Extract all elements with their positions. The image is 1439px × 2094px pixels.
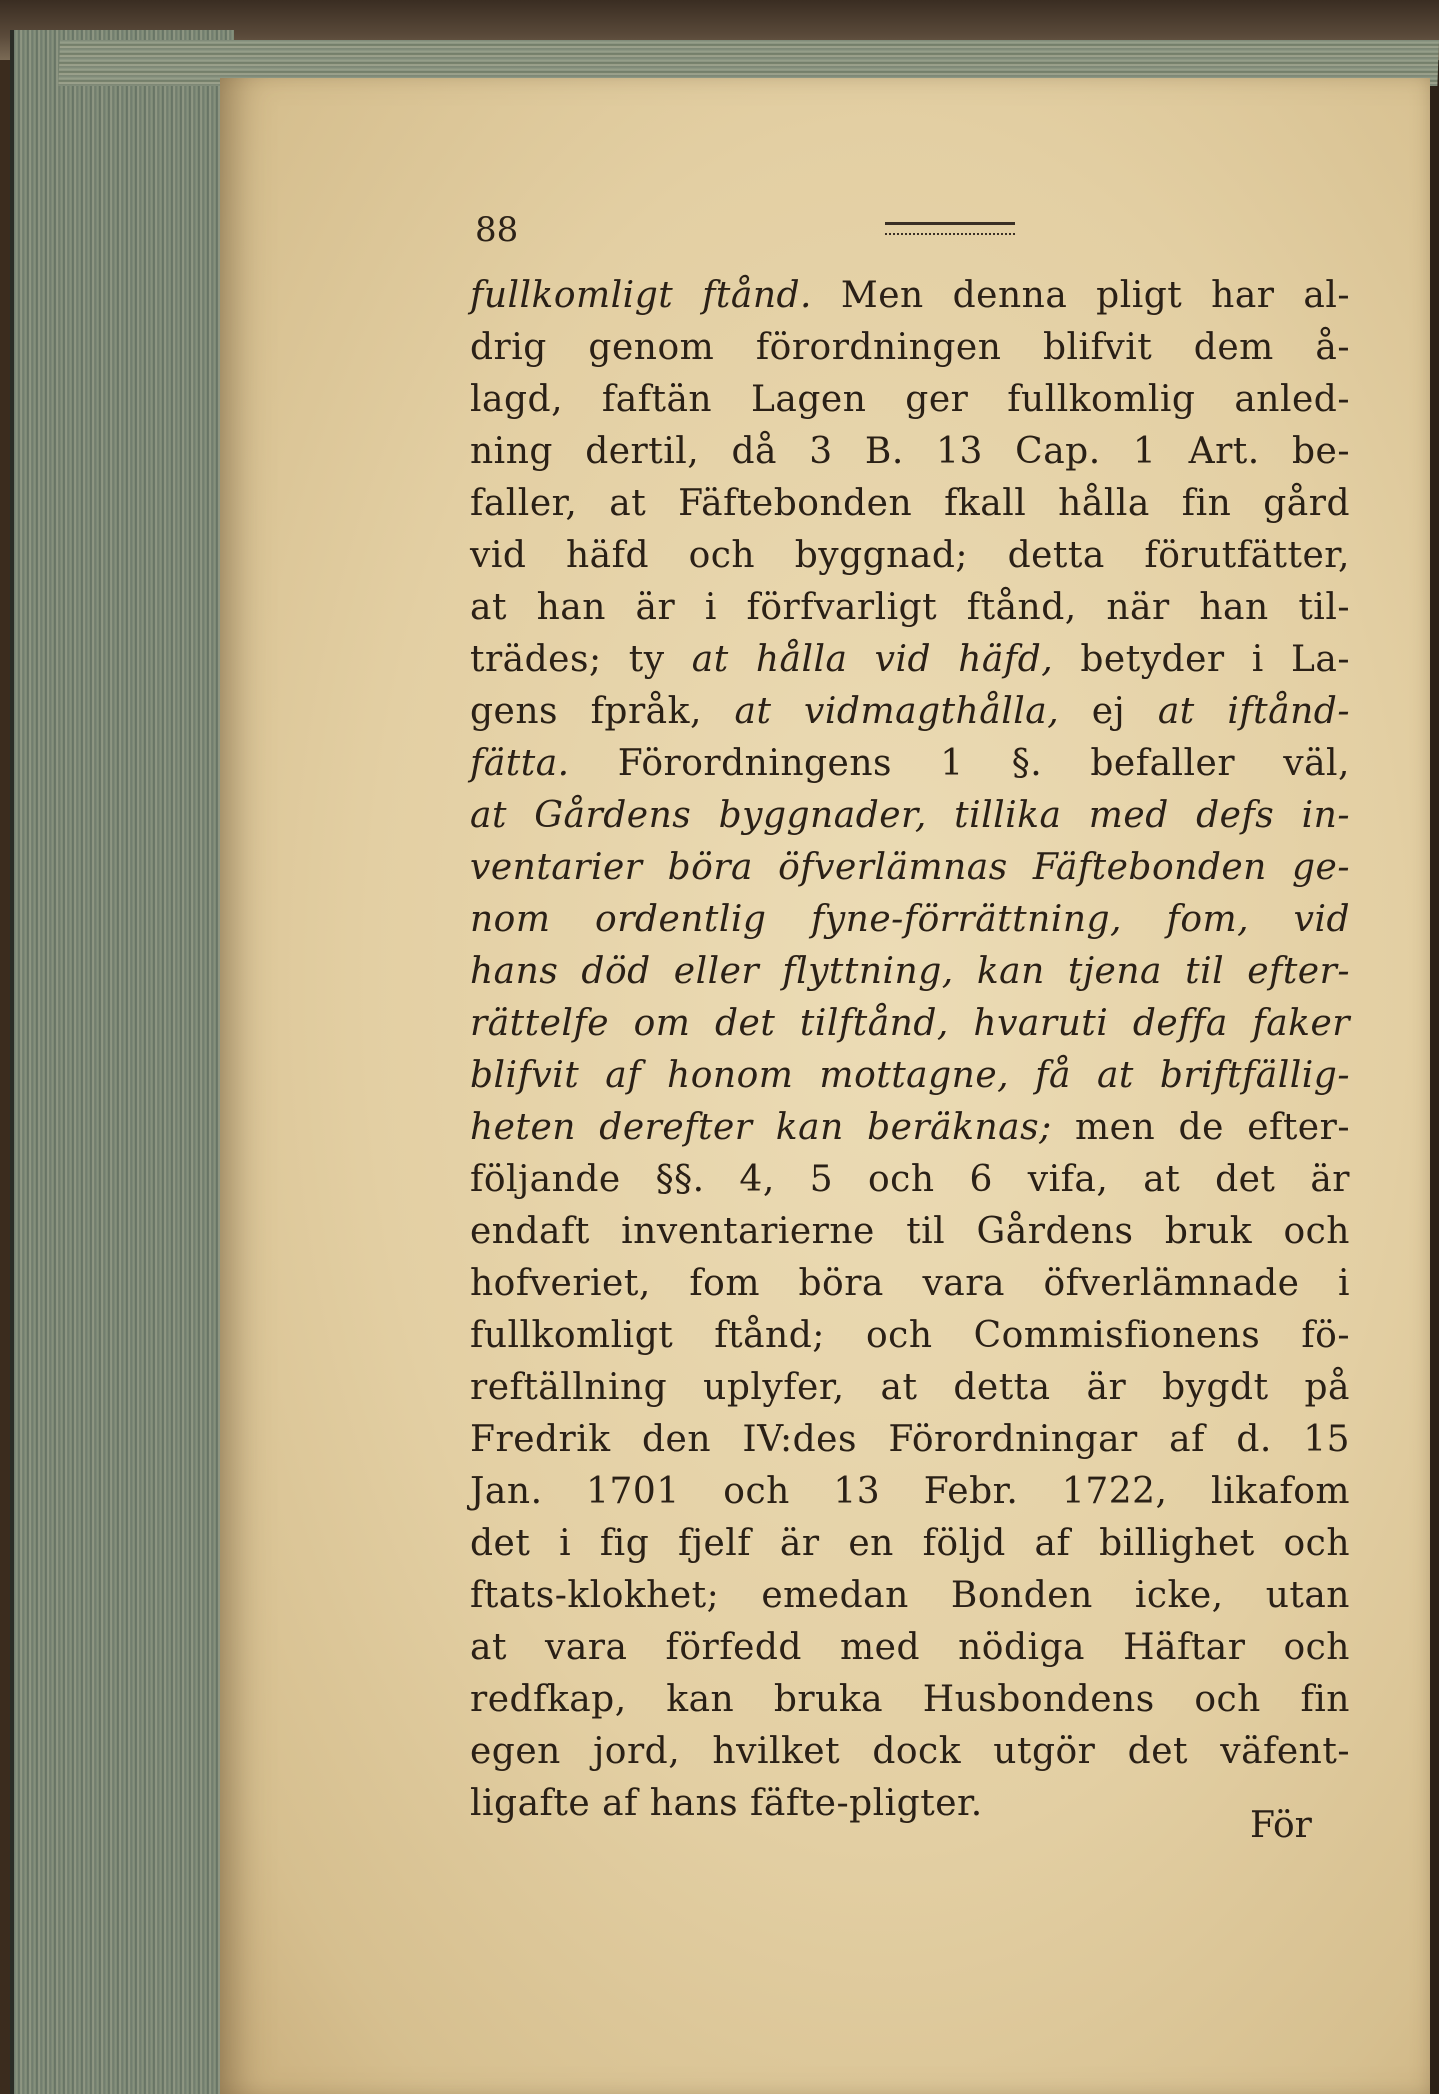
text-line [470, 998, 1350, 1050]
italic-text-run: heten derefter kan beräknas; [470, 1107, 1052, 1148]
text-line [470, 1258, 1350, 1310]
text-line [470, 1154, 1350, 1206]
text-run: det i fig fjelf är en följd af billighet och [470, 1523, 1350, 1564]
text-line [470, 322, 1350, 374]
text-line [470, 1466, 1350, 1518]
text-line [470, 686, 1350, 738]
italic-text-run: at iftånd- [1157, 691, 1351, 732]
italic-text-run: rättelfe om det tilftånd, hvaruti deffa faker [470, 1003, 1350, 1044]
text-line [470, 1570, 1350, 1622]
text-run: redfkap, kan bruka Husbondens och fin [470, 1679, 1350, 1720]
text-line [470, 426, 1350, 478]
text-run: faller, at Fäftebonden fkall hålla fin gård [470, 483, 1350, 524]
italic-text-run: at hålla vid häfd, [691, 639, 1054, 680]
text-line [470, 842, 1350, 894]
text-run: Men denna pligt har al- [812, 275, 1350, 316]
text-run: trädes; ty [470, 639, 692, 680]
text-run: at vara förfedd med nödiga Häftar och [470, 1627, 1350, 1668]
text-run: ftats-klokhet; emedan Bonden icke, utan [470, 1575, 1350, 1616]
text-line [470, 530, 1350, 582]
text-line [470, 1050, 1350, 1102]
text-run: följande §§. 4, 5 och 6 vifa, at det är [470, 1159, 1350, 1200]
text-line [470, 1674, 1350, 1726]
text-line [470, 478, 1350, 530]
italic-text-run: fullkomligt ftånd. [470, 275, 813, 316]
text-run: reftällning uplyfer, at detta är bygdt på [470, 1367, 1350, 1408]
text-run: Fredrik den IV:des Förordningar af d. 15 [470, 1419, 1350, 1460]
text-run: Jan. 1701 och 13 Febr. 1722, likafom [470, 1471, 1350, 1512]
text-line [470, 894, 1350, 946]
text-run: ning dertil, då 3 B. 13 Cap. 1 Art. be- [470, 431, 1350, 472]
text-line [470, 1622, 1350, 1674]
body-text [470, 270, 1350, 1830]
italic-text-run: hans död eller flyttning, kan tjena til efter- [470, 951, 1350, 992]
text-run: hofveriet, fom böra vara öfverlämnade i [470, 1263, 1350, 1304]
catchword: För [1250, 1805, 1312, 1846]
text-line [470, 1362, 1350, 1414]
text-line [470, 1206, 1350, 1258]
text-line [470, 1778, 1350, 1830]
text-run: ej [1059, 691, 1158, 732]
text-run: betyder i La- [1053, 639, 1350, 680]
italic-text-run: at Gårdens byggnader, tillika med defs in- [470, 795, 1350, 836]
text-run: drig genom förordningen blifvit dem å- [470, 327, 1350, 368]
text-line [470, 1102, 1350, 1154]
text-line [470, 1726, 1350, 1778]
text-run: fullkomligt ftånd; och Commisfionens fö- [470, 1315, 1350, 1356]
text-run: at han är i förfvarligt ftånd, när han til- [470, 587, 1350, 628]
text-line [470, 1518, 1350, 1570]
italic-text-run: ventarier böra öfverlämnas Fäftebonden ge- [470, 847, 1350, 888]
text-line [470, 634, 1350, 686]
text-run: Förordningens 1 §. befaller väl, [569, 743, 1350, 784]
text-run: vid häfd och byggnad; detta förutfätter, [470, 535, 1350, 576]
text-line [470, 946, 1350, 998]
text-line [470, 1414, 1350, 1466]
text-line [470, 1310, 1350, 1362]
text-run: lagd, faftän Lagen ger fullkomlig anled- [470, 379, 1350, 420]
italic-text-run: fätta. [470, 743, 570, 784]
text-run: ligafte af hans fäfte-pligter. [470, 1783, 983, 1824]
italic-text-run: at vidmagthålla, [734, 691, 1060, 732]
text-line [470, 738, 1350, 790]
text-run: endaft inventarierne til Gårdens bruk och [470, 1211, 1350, 1252]
text-line [470, 790, 1350, 842]
header-ornament [885, 222, 1015, 235]
italic-text-run: blifvit af honom mottagne, få at briftfällig- [470, 1055, 1350, 1096]
text-line [470, 374, 1350, 426]
page-number: 88 [475, 210, 519, 250]
text-run: gens fpråk, [470, 691, 735, 732]
text-line [470, 270, 1350, 322]
page-stack-edge [10, 30, 234, 2094]
text-run: egen jord, hvilket dock utgör det väfent- [470, 1731, 1350, 1772]
italic-text-run: nom ordentlig fyne-förrättning, fom, vid [470, 899, 1350, 940]
text-line [470, 582, 1350, 634]
text-run: men de efter- [1051, 1107, 1350, 1148]
